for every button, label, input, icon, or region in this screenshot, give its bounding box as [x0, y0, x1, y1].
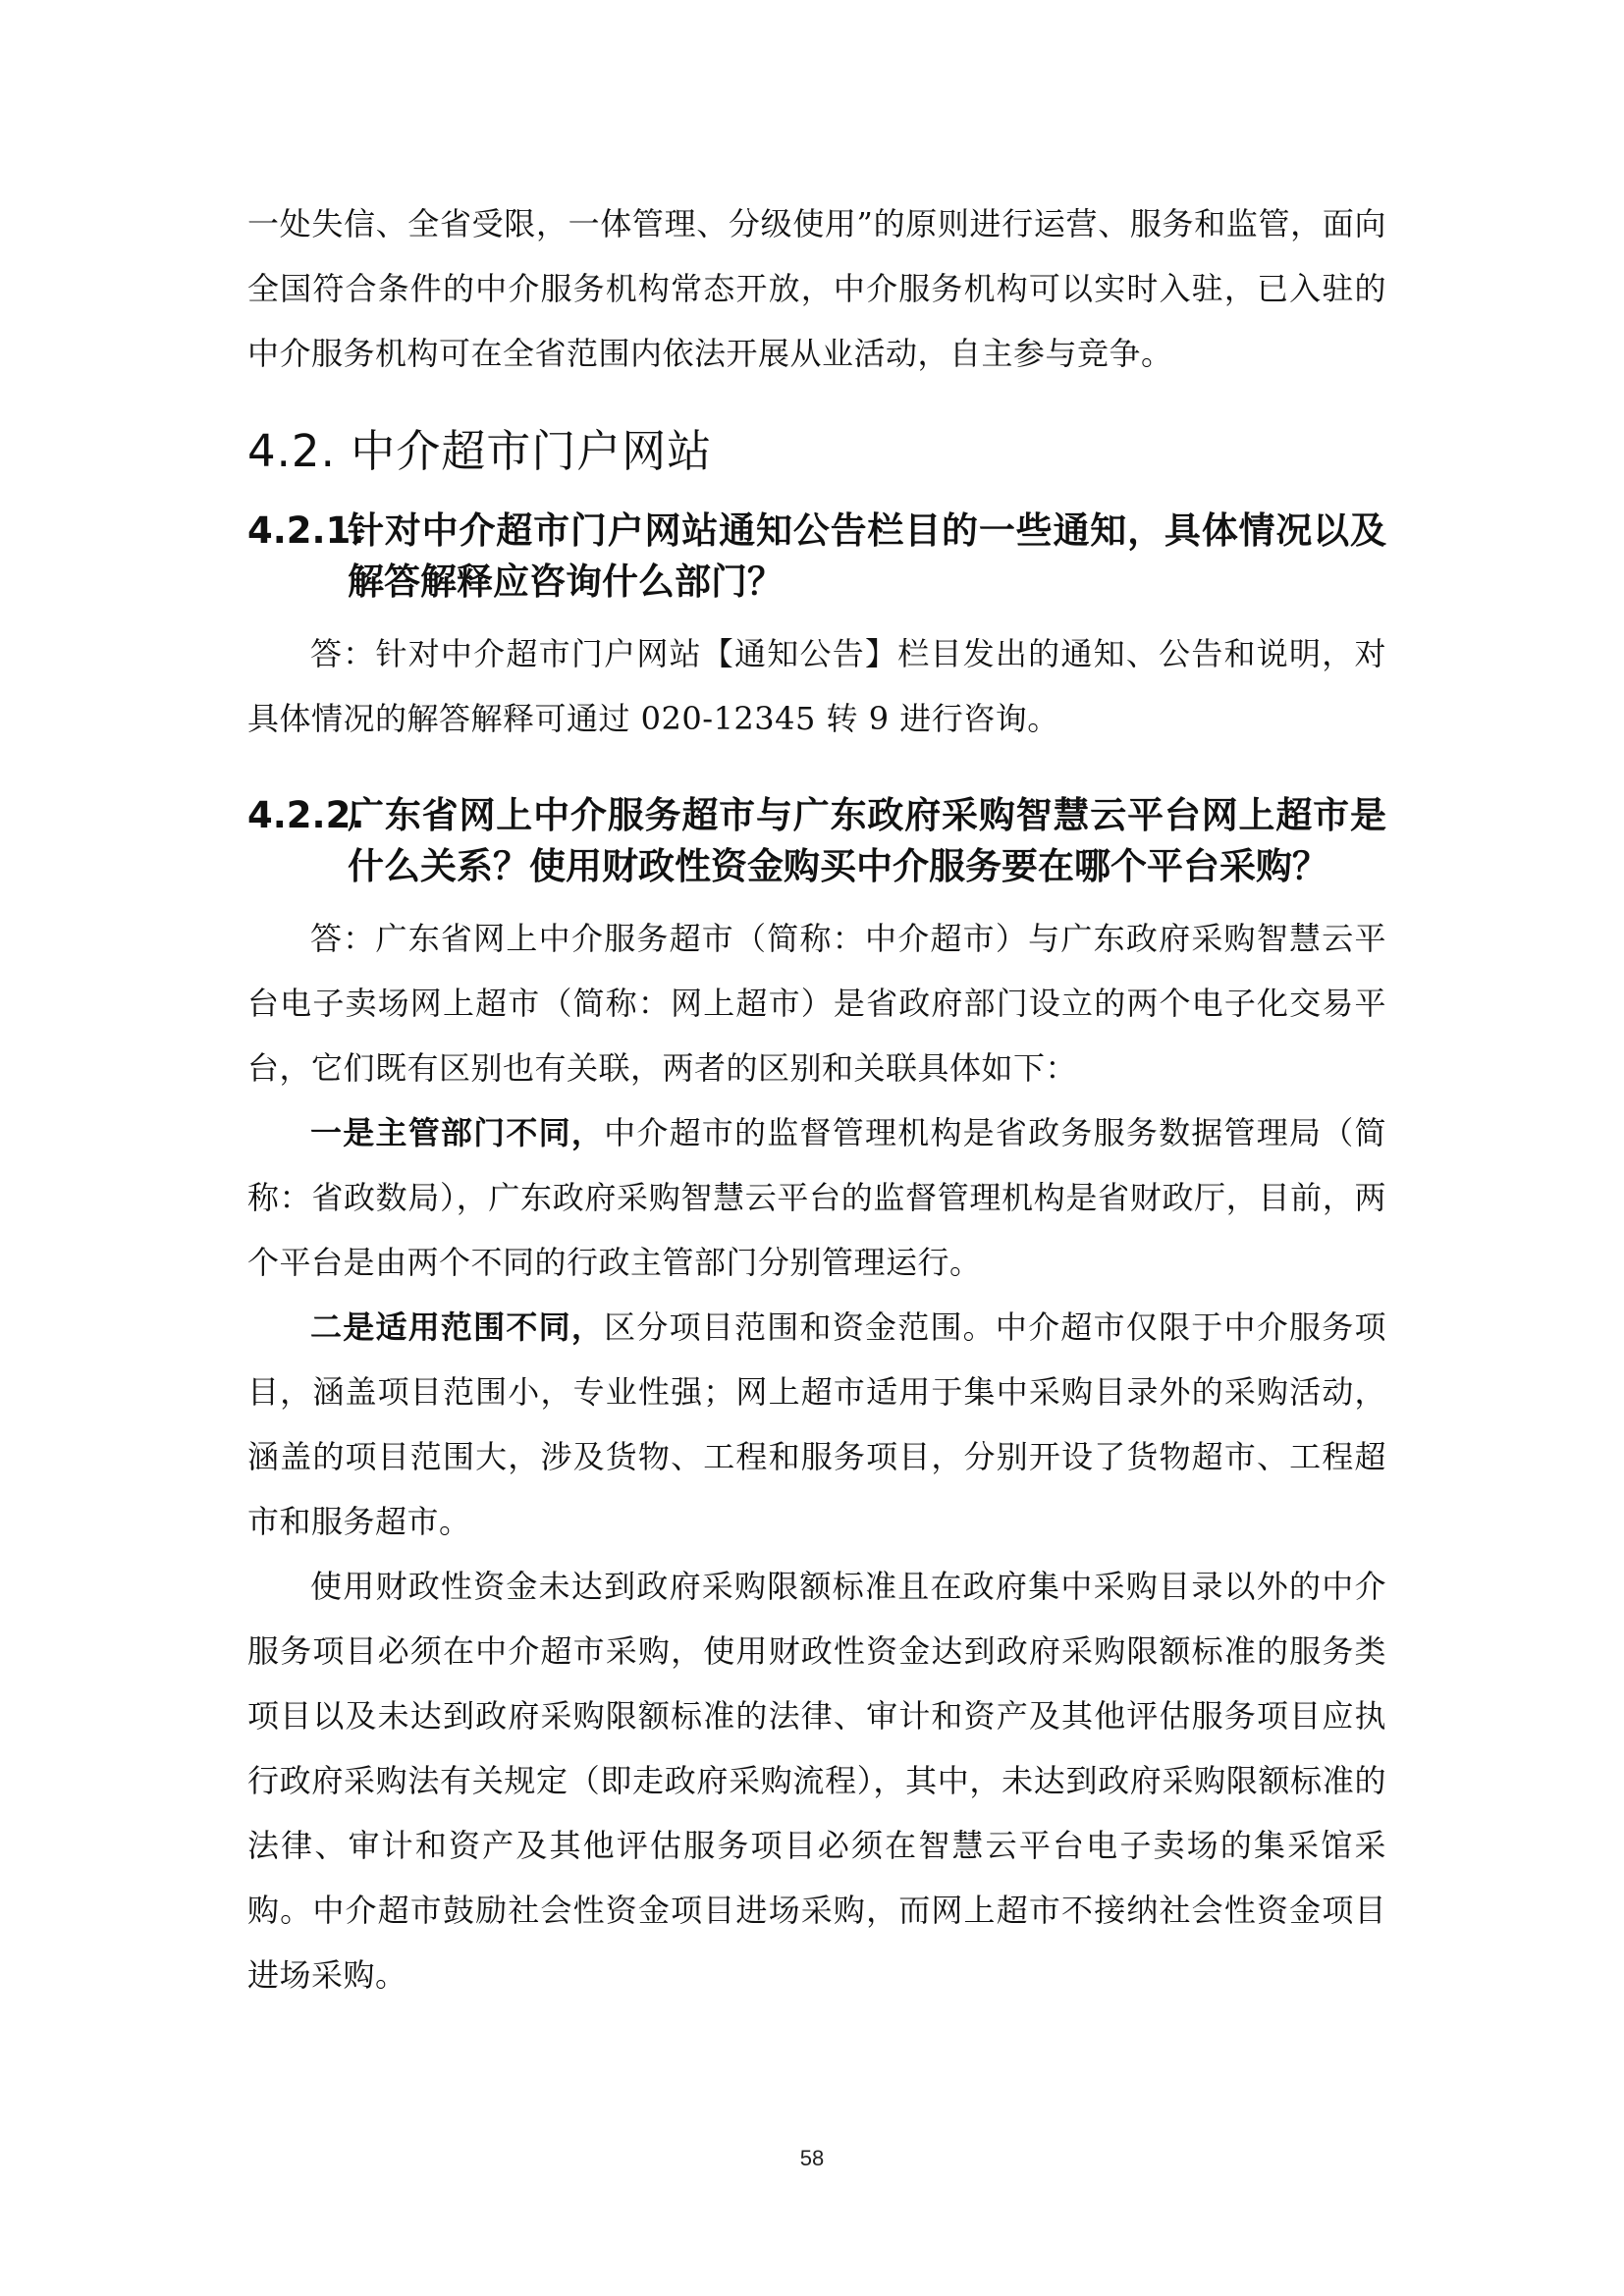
section-title: 中介超市门户网站 — [351, 425, 713, 477]
answer-paragraph-1: 答：针对中介超市门户网站【通知公告】栏目发出的通知、公告和说明，对具体情况的解答解释可通过 020-12345 转 9 进行咨询。 — [247, 635, 1386, 737]
question-number-2: 4.2.2. — [247, 794, 365, 836]
point-2-lead: 二是适用范围不同， — [310, 1308, 605, 1346]
question-title-1: 针对中介超市门户网站通知公告栏目的一些通知，具体情况以及解答解释应咨询什么部门？ — [348, 509, 1386, 603]
question-heading-1 — [247, 506, 1386, 608]
point-1-text: 中介超市的监督管理机构是省政务服务数据管理局（简称：省政数局），广东政府采购智慧云平台的监督管理机构是省财政厅，目前，两个平台是由两个不同的行政主管部门分别管理运行。 — [247, 1114, 1386, 1281]
point-2-text: 区分项目范围和资金范围。中介超市仅限于中介服务项目，涵盖项目范围小，专业性强；网上超市适用于集中采购目录外的采购活动，涵盖的项目范围大，涉及货物、工程和服务项目，分别开设了货物超市、工程超市和服务超市。 — [247, 1308, 1386, 1540]
section-number: 4.2. — [247, 425, 336, 477]
page-content — [247, 191, 1386, 2007]
question-heading-2 — [247, 790, 1386, 892]
answer-point-2 — [247, 1295, 1386, 1554]
question-number-1: 4.2.1. — [247, 509, 365, 552]
intro-paragraph: 一处失信、全省受限，一体管理、分级使用”的原则进行运营、服务和监管，面向全国符合条件的中介服务机构常态开放，中介服务机构可以实时入驻，已入驻的中介服务机构可在全省范围内依法开展从业活动，自主参与竞争。 — [247, 205, 1386, 372]
answer-intro-paragraph: 答：广东省网上中介服务超市（简称：中介超市）与广东政府采购智慧云平台电子卖场网上超市（简称：网上超市）是省政府部门设立的两个电子化交易平台，它们既有区别也有关联，两者的区别和关联具体如下： — [247, 920, 1386, 1087]
point-1-lead: 一是主管部门不同， — [310, 1114, 605, 1151]
answer-conclusion-paragraph: 使用财政性资金未达到政府采购限额标准且在政府集中采购目录以外的中介服务项目必须在中介超市采购，使用财政性资金达到政府采购限额标准的服务类项目以及未达到政府采购限额标准的法律、审计和资产及其他评估服务项目应执行政府采购法有关规定（即走政府采购流程），其中，未达到政府采购限额标准的法律、审计和资产及其他评估服务项目必须在智慧云平台电子卖场的集采馆采购。中介超市鼓励社会性资金项目进场采购，而网上超市不接纳社会性资金项目进场采购。 — [247, 1568, 1386, 1994]
answer-point-1 — [247, 1100, 1386, 1295]
page-number: 58 — [799, 2146, 825, 2170]
question-title-2: 广东省网上中介服务超市与广东政府采购智慧云平台网上超市是什么关系？使用财政性资金购买中介服务要在哪个平台采购？ — [348, 794, 1386, 887]
section-heading — [247, 419, 1386, 484]
